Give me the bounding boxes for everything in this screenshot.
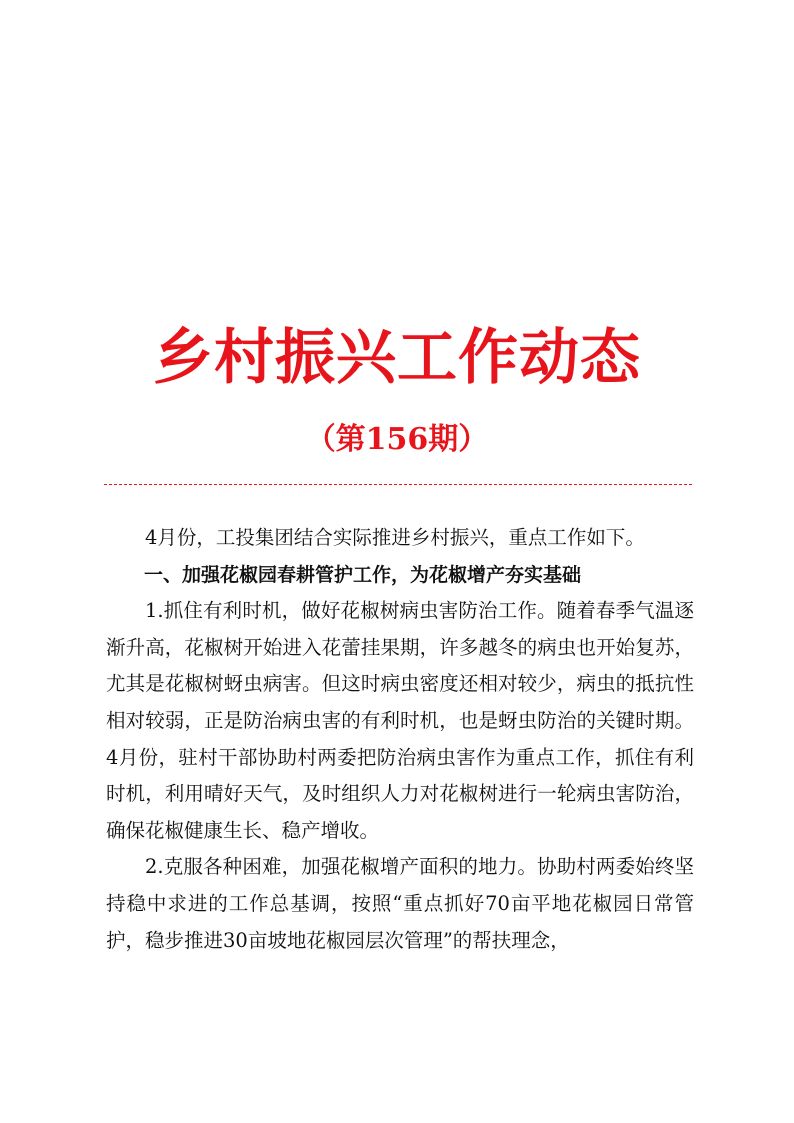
masthead-title: 乡村振兴工作动态 xyxy=(153,323,641,393)
paragraph-2: 2.克服各种困难，加强花椒增产面积的地力。协助村两委始终坚持稳中求进的工作总基调，按照“重点抓好70亩平地花椒园日常管护，稳步推进30亩坡地花椒园层次管理”的帮扶理念， xyxy=(106,855,694,952)
paragraph-1: 1.抓住有利时机，做好花椒树病虫害防治工作。随着春季气温逐渐升高，花椒树开始进入花蕾挂果期，许多越冬的病虫也开始复苏，尤其是花椒树蚜虫病害。但这时病虫密度还相对较少，病虫的抵抗性相对较弱，正是防治病虫害的有利时机，也是蚜虫防治的关键时期。4月份，驻村干部协助村两委把防治病虫害作为重点工作，抓住有利时机，利用晴好天气，及时组织人力对花椒树进行一轮病虫害防治，确保花椒健康生长、稳产增收。 xyxy=(106,599,694,842)
red-dashed-divider xyxy=(104,484,692,485)
section-heading-1: 一、加强花椒园春耕管护工作，为花椒增产夯实基础 xyxy=(144,563,582,586)
document-body xyxy=(106,520,694,959)
issue-number: （第156期） xyxy=(305,422,489,457)
intro-paragraph: 4月份，工投集团结合实际推进乡村振兴，重点工作如下。 xyxy=(145,526,645,549)
